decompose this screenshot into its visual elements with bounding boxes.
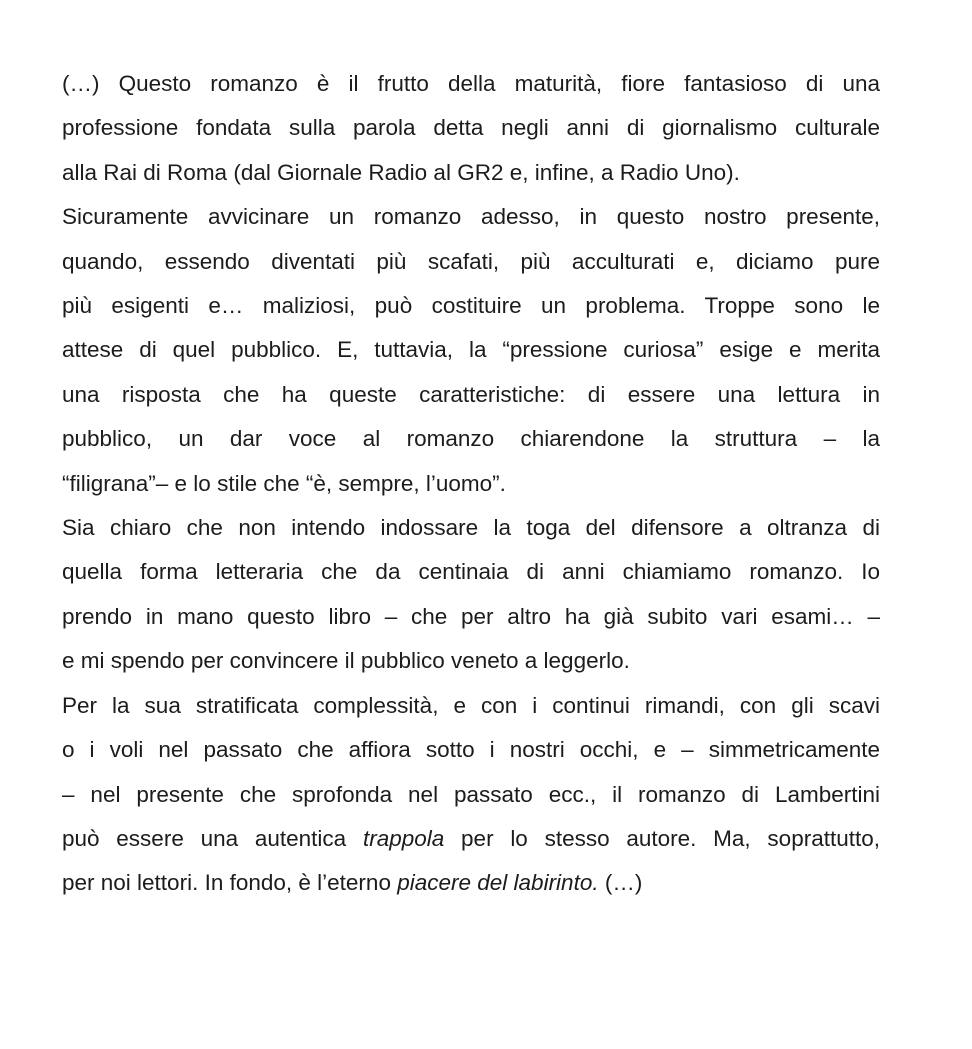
text-line: una risposta che ha queste caratteristiche: di essere una lettura in (62, 381, 880, 407)
paragraph-4 (62, 684, 880, 906)
text-line: attese di quel pubblico. E, tuttavia, la “pressione curiosa” esige e merita (62, 337, 880, 363)
text-run: può essere una autentica (62, 825, 363, 851)
text-line: Per la sua stratificata complessità, e con i continui rimandi, con gli scavi (62, 692, 880, 718)
italic-term: piacere del labirinto. (397, 870, 599, 896)
text-line (62, 861, 880, 905)
text-line: quando, essendo diventati più scafati, più acculturati e, diciamo pure (62, 248, 880, 274)
text-line: alla Rai di Roma (dal Giornale Radio al GR2 e, infine, a Radio Uno). (62, 159, 740, 185)
text-run: per lo stesso autore. Ma, soprattutto, (444, 825, 880, 851)
paragraph-1 (62, 62, 880, 195)
text-line: Sia chiaro che non intendo indossare la toga del difensore a oltranza di (62, 515, 880, 541)
paragraph-3 (62, 506, 880, 684)
text-run: per noi lettori. In fondo, è l’eterno (62, 870, 398, 896)
text-line: prendo in mano questo libro – che per altro ha già subito vari esami… – (62, 603, 880, 629)
text-line: (…) Questo romanzo è il frutto della maturità, fiore fantasioso di una (62, 71, 880, 96)
text-line: o i voli nel passato che affiora sotto i nostri occhi, e – simmetricamente (62, 737, 880, 763)
text-line: – nel presente che sprofonda nel passato ecc., il romanzo di Lambertini (62, 781, 880, 807)
text-line: “filigrana”– e lo stile che “è, sempre, l’uomo”. (62, 470, 506, 496)
text-line: quella forma letteraria che da centinaia di anni chiamiamo romanzo. Io (62, 559, 880, 585)
text-line: professione fondata sulla parola detta negli anni di giornalismo culturale (62, 115, 880, 141)
text-line: pubblico, un dar voce al romanzo chiarendone la struttura – la (62, 426, 880, 452)
text-line: e mi spendo per convincere il pubblico veneto a leggerlo. (62, 648, 630, 674)
paragraph-2 (62, 195, 880, 506)
text-line: Sicuramente avvicinare un romanzo adesso, in questo nostro presente, (62, 204, 880, 230)
italic-term: trappola (362, 825, 445, 851)
text-line: più esigenti e… maliziosi, può costituire un problema. Troppe sono le (62, 293, 880, 319)
document-body (62, 62, 880, 906)
text-line (62, 817, 880, 861)
text-run: (…) (598, 870, 643, 896)
